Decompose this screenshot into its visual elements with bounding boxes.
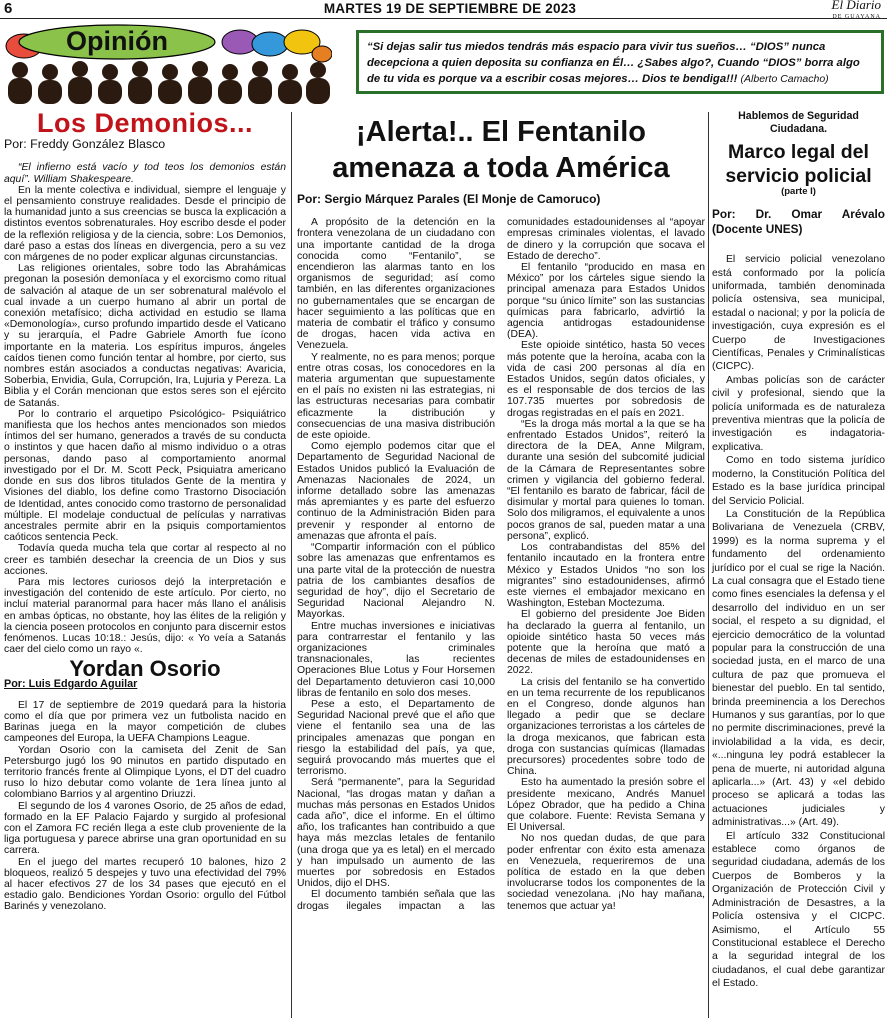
- paragraph: Como ejemplo podemos citar que el Departamento de Seguridad Nacional de Estados Unidos publicó la Evaluación de Amenazas Nacionales de 2024, un informe detallado sobre las amenazas más apremiantes y es parte del esfuerzo continuo de la Administración Biden para prevenir y responder al entorno de amenazas que afronta el país.: [297, 441, 495, 542]
- paragraph: La crisis del fentanilo se ha convertido en un tema recurrente de los republicanos en el Congreso, donde algunos han llegado a pedir que se declare organizaciones terroristas a los cárteles de la droga mexicanos, que fabrican esta droga con sustancias químicas (llamadas precursores) procedentes sobre todo de China.: [507, 676, 705, 778]
- article-byline: Por: Freddy González Blasco: [4, 137, 166, 152]
- opinion-banner: [2, 24, 332, 104]
- article-title: ¡Alerta!.. El Fentanilo amenaza a toda América: [332, 116, 670, 184]
- paragraph: El 17 de septiembre de 2019 quedará para la historia como el día que por primera vez un futbolista nacido en Barinas juega en la mayor competición de clubes campeones del Europa, la UEFA Champions League.: [4, 699, 286, 745]
- paragraph: Los contrabandistas del 85% del fentanilo incautado en la frontera entre México y Estados Unidos “no son los migrantes” sino estadounidenses, afirmó este viernes el embajador mexicano en Washington, Esteban Moctezuma.: [507, 542, 705, 610]
- paragraph: La Constitución de la República Bolivariana de Venezuela (CRBV, 1999) es la norma suprema y el fundamento del ordenamiento jurídico por el cual se rige la Nación. La cual consagra que el Estado tiene como fines esenciales la defensa y el desarrollo del individuo en un ser social, el respeto a su dignidad, el ejercicio democrático de la voluntad popular para la construcción de una sociedad justa, en el marco de una cultura de paz que promueva el bienestar del pueblo. En tal sentido, brinda preeminencia a los Derechos Humanos y sus garantías, por lo que no permite discriminaciones, prevé la inviolabilidad a la vida, es decir, «...ninguna ley podrá establecer la pena de muerte, ni autoridad alguna aplicarla...» (Art. 43) y «el debido proceso se aplicará a todas las actuaciones judiciales y administrativas...» (Art. 49).: [712, 508, 885, 829]
- paragraph: El segundo de los 4 varones Osorio, de 25 años de edad, formado en la EF Palacio Fajardo y surgido al profesional con el Zamora FC recién llega a este club proveniente de la liga portuguesa y parece abrirse una gran oportunidad en su carrera.: [4, 800, 286, 857]
- paragraph: A propósito de la detención en la frontera venezolana de un ciudadano con una importante cantidad de la droga conocida como “Fentanilo”, se encendieron las alarmas tanto en los organismos de seguridad; así como también, en las diferentes organizaciones no gubernamentales que se encargan de hacer seguimiento a las políticas que en materia de combatir el tráfico y consumo de drogas, hacen vida activa en Venezuela.: [297, 217, 495, 352]
- article-part: (parte I): [781, 186, 816, 197]
- article-byline: Por: Sergio Márquez Parales (El Monje de Camoruco): [297, 192, 601, 206]
- paragraph: Por lo contrario el arquetipo Psicológico- Psiquiátrico manifiesta que los hechos antes mencionados son miedos íntimos del ser humano, generados a través de su conducta o instintos y que hacen daño al mismo individuo o a otras personas, dando paso al comportamiento anormal investigado por el Dr. M. Scott Peck, Psiquiatra americano donde en sus dos libros titulados Gente de la mentira y Visiones del diablo, los define como Trastorno Disociación de Identidad, antes conocido como trastorno de personalidad múltiple. El modelaje conductual de películas y narrativas ancestrales permite abrir en la psiquis comportamientos caóticos sentencia Peck.: [4, 408, 286, 544]
- page-number: 6: [4, 0, 13, 17]
- dateline: MARTES 19 DE SEPTIEMBRE DE 2023: [323, 1, 577, 16]
- article-title: Yordan Osorio: [69, 656, 221, 682]
- paragraph: Yordan Osorio con la camiseta del Zenit de San Petersburgo jugó los 90 minutos en partido disputado en territorio francés frente al Olimpique Lyons, el DT del cuadro ruso lo hizo debutar como volante de 1era línea junto al colombiano Barrios y al argentino Driuzzi.: [4, 744, 286, 801]
- section-title: Opinión: [66, 26, 168, 56]
- paragraph: Será “permanente”, para la Seguridad Nacional, “las drogas matan y dañan a muchas más personas en Estados Unidos cada año”, dice el informe. En el último año, los traficantes han contribuido a que haya más mezclas letales de fentanilo (una droga que ya es letal) en el mercado y han impulsado un aumento de las muertes por sobredosis en Estados Unidos, dijo el DHS.: [297, 777, 495, 890]
- logo-subtext: DE GUAYANA: [832, 14, 881, 20]
- column-divider: [291, 112, 292, 1018]
- paragraph: No nos quedan dudas, de que para poder enfrentar con éxito esta amenaza en Venezuela, requeriremos de una política de estado en la que deben involucrarse todos los componentes de la sociedad venezolana. ¡No hay mañana, tenemos que actuar ya!: [507, 833, 705, 912]
- paragraph: Ambas policías son de carácter civil y profesional, siendo que la policía uniformada es de naturaleza preventiva mientras que la policía de investigación es indagatoria-explicativa.: [712, 374, 885, 453]
- paragraph: El artículo 332 Constitucional establece como órganos de seguridad ciudadana, además de los Cuerpos de Bomberos y la Organización de Protección Civil y Administración de Desastres, a la Policía ostensiva y el CICPC. Asimismo, el Artículo 55 Constitucional establece el Derecho a la seguridad integral de los ciudadanos, el cual debe garantizar el Estado.: [712, 830, 885, 990]
- quote-author: (Alberto Camacho): [740, 73, 829, 85]
- quote-text: “Si dejas salir tus miedos tendrás más espacio para vivir tus sueños… “DIOS” nunca decepciona a quien deposita su confianza en Él… ¿Sabes algo?, Cuando “DIOS” borra algo de tu vida es porque va a escribir cosas mejores… Dios te bendiga!!!: [367, 41, 860, 85]
- paragraph: Las religiones orientales, sobre todo las Abrahámicas pregonan la posesión demoníaca y el exorcismo como ritual de salvación al ataque de un ser sobrenatural malévolo el cual invade a un cuerpo humano al abrir un portal de conexión metafísico; dicha actividad en estudio se llama «Demonología», curso profundo impartido desde el Vaticano y su jerarquía, el Padre Gabriele Amorth fue ícono importante en la materia. Los espíritus impuros, ángeles caídos tienen como función tentar al hombre, por cierto, sus nombres están asociados a conductas negativas: Avaricia, Soberbia, Envidia, Gula, Corrupción, Ira, Lujuria y Pereza. La Biblia y el Corán mencionan que estos seres son el ejército de Satanás.: [4, 263, 286, 409]
- column-right: [712, 108, 885, 1024]
- column-center: [297, 108, 705, 1024]
- paragraph: El documento también señala que las drogas ilegales impactan a las comunidades estadounidenses al “apoyar empresas criminales violentas, el lavado de dinero y la corrupción que socava el Estado de derecho”.: [297, 217, 705, 912]
- paragraph: En la mente colectiva e individual, siempre el lenguaje y el pensamiento construye realidades. Desde el principio de la humanidad junto a sus creencias se busca la explicación a distintos eventos sobrenaturales. Hoy escribo desde el poder de la reflexión religiosa y de la ciencia, sobre: Los Demonios, daré paso a estas dos líneas en divergencia, pero a su vez con márgenes de no poder explicar algunas circunstancias.: [4, 184, 286, 264]
- paragraph: Y realmente, no es para menos; porque entre otras cosas, los conocedores en la materia argumentan que supuestamente en el país no existen ni las estrategias, ni las estructuras necesarias para combatir eficazmente la distribución y consecuencias de una masiva distribución de este opioide.: [297, 351, 495, 442]
- paragraph: Todavía queda mucha tela que cortar al respecto al no creer es también desechar la creencia de un Dios y sus acciones.: [4, 543, 286, 577]
- paragraph: “Es la droga más mortal a la que se ha enfrentado Estados Unidos”, reiteró la directora de la DEA, Anne Milgram, durante una sesión del subcomité judicial de la Cámara de Representantes sobre crimen y vigilancia del gobierno federal. “El fentanilo es barato de fabricar, fácil de disimular y mortal para quienes lo toman. Solo dos miligramos, el equivalente a unos pocos granos de sal, pueden matar a una persona”, explicó.: [507, 418, 705, 542]
- article-kicker: Hablemos de Seguridad Ciudadana.: [738, 110, 859, 135]
- paragraph: El fentanilo “producido en masa en México” por los cárteles sigue siendo la principal amenaza para Estados Unidos porque “su único límite” son las sustancias químicas para fabricarlo, advirtió la agencia antidrogas estadounidense (DEA).: [507, 262, 705, 341]
- paragraph: Como en todo sistema jurídico moderno, la Constitución Política del Estado es la base jurídica principal del Servicio Policial.: [712, 455, 885, 507]
- paragraph: Para mis lectores curiosos dejó la interpretación e investigación del contenido de este artículo. Por cierto, no incluí material paranormal para hacer más llano el análisis en ambas ópticas, no obstante, hoy las élites de la religión y la ciencia poseen protocolos en conjunto para discernir estos fenómenos. Lucas 10:18.: Jesús, dijo: « Yo veía a Satanás caer del cielo como un rayo «.: [4, 576, 286, 656]
- paragraph: Esto ha aumentado la presión sobre el presidente mexicano, Andrés Manuel López Obrador, que ha pedido a China que colabore. Fuente: Revista Semana y El Universal.: [507, 777, 705, 834]
- speech-bubbles-crowd-icon: [2, 24, 332, 104]
- logo-text: El Diario: [831, 0, 881, 12]
- paragraph: En el juego del martes recuperó 10 balones, hizo 2 bloqueos, realizó 5 despejes y tuvo una efectividad del 79% al hacer efectivos 27 de los 34 pases que ejecutó en el estadio galo. Bendiciones Yordan Osorio: orgullo del Fútbol Barinés y venezolano.: [4, 856, 286, 913]
- paragraph: El gobierno del presidente Joe Biden ha declarado la guerra al fentanilo, un opioide sintético hasta 50 veces más potente que la heroína que mató a decenas de miles de estadounidenses en 2022.: [507, 609, 705, 677]
- article-title: Los Demonios...: [36, 108, 254, 138]
- paragraph: Este opioide sintético, hasta 50 veces más potente que la heroína, acaba con la vida de casi 200 personas al día en Estados Unidos, según datos oficiales, y es el responsable de dos tercios de las 107.735 muertes por sobredosis de drogas registradas en el país en 2021.: [507, 340, 705, 419]
- article-title: Marco legal del servicio policial: [725, 141, 872, 187]
- newspaper-logo: [832, 0, 881, 23]
- paragraph: Entre muchas inversiones e iniciativas para contrarrestar el fentanilo y las organizaciones criminales transnacionales, las recientes Operaciones Blue Lotus y Four Horsemen del Departamento detuvieron casi 10,000 libras de fentanilo en solo dos meses.: [297, 620, 495, 699]
- featured-quote: [356, 30, 884, 94]
- column-divider: [708, 112, 709, 1018]
- article-byline: Por: Luis Edgardo Aguilar: [4, 677, 138, 690]
- paragraph: El servicio policial venezolano está conformado por la policía uniformada, también denominada policía ostensiva, sea municipal, estadal o nacional; y por la policía de investigación, cuya expresión es el Cuerpo de Investigaciones Científicas, Penales y Criminalísticas (CICPC).: [712, 254, 885, 373]
- article-body: [297, 217, 705, 912]
- article-byline: Por: Dr. Omar Arévalo (Docente UNES): [712, 207, 885, 237]
- column-left: [4, 108, 286, 1024]
- article-epigraph: “El infierno está vacío y tod teos los demonios están aquí”. William Shakespeare.: [4, 162, 286, 185]
- paragraph: Pese a esto, el Departamento de Seguridad Nacional prevé que el año que viene el fentanilo sea una de las principales amenazas que pongan en riesgo la estabilidad del país, ya que, seguirá provocando más muertes que el terrorismo.: [297, 698, 495, 778]
- paragraph: “Compartir información con el público sobre las amenazas que enfrentamos es una parte vital de la protección de nuestra patria de los cambiantes desafíos de seguridad de hoy”, dijo el Secretario de Seguridad Nacional Alejandro N. Mayorkas.: [297, 542, 495, 621]
